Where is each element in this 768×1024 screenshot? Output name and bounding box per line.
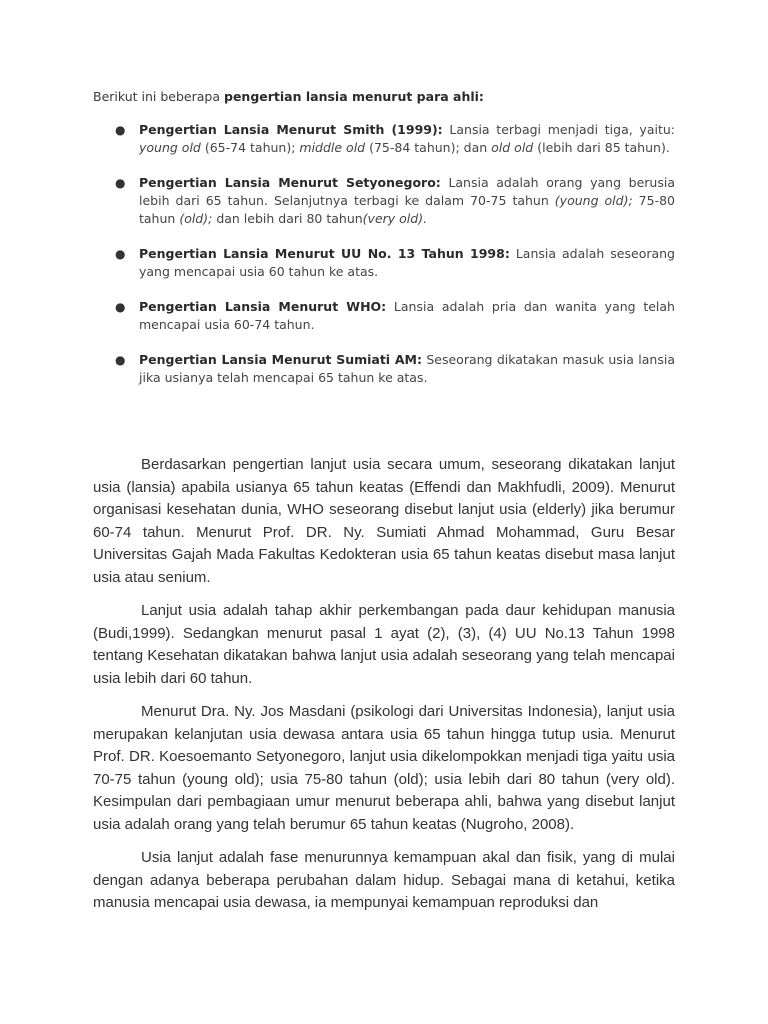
list-item-title: Pengertian Lansia Menurut Setyonegoro: (139, 175, 441, 190)
paragraph-2: Lanjut usia adalah tahap akhir perkembangan pada daur kehidupan manusia (Budi,1999). Sedangkan menurut pasal 1 ayat (2), (3), (4) UU No.13 Tahun 1998 tentang Kesehatan dikatakan bahwa lanjut usia adalah seseorang yang telah mencapai usia lebih dari 60 tahun. (93, 602, 675, 687)
intro-line (93, 89, 693, 104)
list-item (113, 174, 675, 228)
list-item-italic: (young old); (554, 193, 633, 208)
body-text (93, 454, 675, 926)
list-item-title: Pengertian Lansia Menurut WHO: (139, 299, 387, 314)
list-item-title: Pengertian Lansia Menurut Sumiati AM: (139, 352, 422, 367)
list-item-italic: (very old). (362, 211, 428, 226)
list-item-text: Lansia adalah pria dan wanita yang telah mencapai usia 60-74 tahun. (139, 299, 675, 332)
paragraph-1: Berdasarkan pengertian lanjut usia secara umum, seseorang dikatakan lanjut usia (lansia) apabila usianya 65 tahun keatas (Effendi dan Makhfudli, 2009). Menurut organisasi kesehatan dunia, WHO seseorang disebut lanjut usia (elderly) jika berumur 60-74 tahun. Menurut Prof. DR. Ny. Sumiati Ahmad Mohammad, Guru Besar Universitas Gajah Mada Fakultas Kedokteran usia 65 tahun keatas disebut masa lanjut usia atau senium. (93, 456, 675, 586)
list-item-text: Seseorang dikatakan masuk usia lansia jika usianya telah mencapai 65 tahun ke atas. (139, 352, 675, 385)
bullet-icon: ● (115, 247, 126, 261)
list-item-text: 75-80 tahun (139, 193, 676, 226)
list-item-text: (lebih dari 85 tahun). (533, 140, 670, 155)
intro-prefix: Berikut ini beberapa (93, 89, 224, 104)
list-item-italic: middle old (299, 140, 366, 155)
bullet-icon: ● (115, 353, 126, 367)
list-item-text: Lansia terbagi menjadi tiga, yaitu: (442, 122, 675, 137)
list-item-italic: young old (139, 140, 201, 155)
list-item-text: (75-84 tahun); dan (365, 140, 492, 155)
list-item-text: Lansia adalah seseorang yang mencapai usia 60 tahun ke atas. (139, 246, 675, 279)
paragraph-3: Menurut Dra. Ny. Jos Masdani (psikologi dari Universitas Indonesia), lanjut usia merupakan kelanjutan usia dewasa antara usia 65 tahun hingga tutup usia. Menurut Prof. DR. Koesoemanto Setyonegoro, lanjut usia dikelompokkan menjadi tiga yaitu usia 70-75 tahun (young old); usia 75-80 tahun (old); usia lebih dari 80 tahun (very old). Kesimpulan dari pembagiaan umur menurut beberapa ahli, bahwa yang disebut lanjut usia adalah orang yang telah berumur 65 tahun keatas (Nugroho, 2008). (93, 703, 675, 833)
intro-bold-heading: pengertian lansia menurut para ahli: (224, 89, 484, 104)
list-item (113, 245, 675, 281)
list-item-text: (65-74 tahun); (200, 140, 300, 155)
bullet-icon: ● (115, 300, 126, 314)
list-item-italic: (old); (179, 211, 213, 226)
bullet-icon: ● (115, 123, 126, 137)
list-item-text: dan lebih dari 80 tahun (212, 211, 363, 226)
list-item (113, 298, 675, 334)
list-item-italic: old old (491, 140, 534, 155)
definitions-list (113, 121, 675, 404)
list-item-title: Pengertian Lansia Menurut UU No. 13 Tahun 1998: (139, 246, 510, 261)
list-item (113, 121, 675, 157)
paragraph-4: Usia lanjut adalah fase menurunnya kemampuan akal dan fisik, yang di mulai dengan adanya beberapa perubahan dalam hidup. Sebagai mana di ketahui, ketika manusia mencapai usia dewasa, ia mempunyai kemampuan reproduksi dan (93, 849, 675, 911)
bullet-icon: ● (115, 176, 126, 190)
list-item-title: Pengertian Lansia Menurut Smith (1999): (139, 122, 443, 137)
list-item-text: Lansia adalah orang yang berusia lebih dari 65 tahun. Selanjutnya terbagi ke dalam 70-75 tahun (139, 175, 675, 208)
list-item (113, 351, 675, 387)
